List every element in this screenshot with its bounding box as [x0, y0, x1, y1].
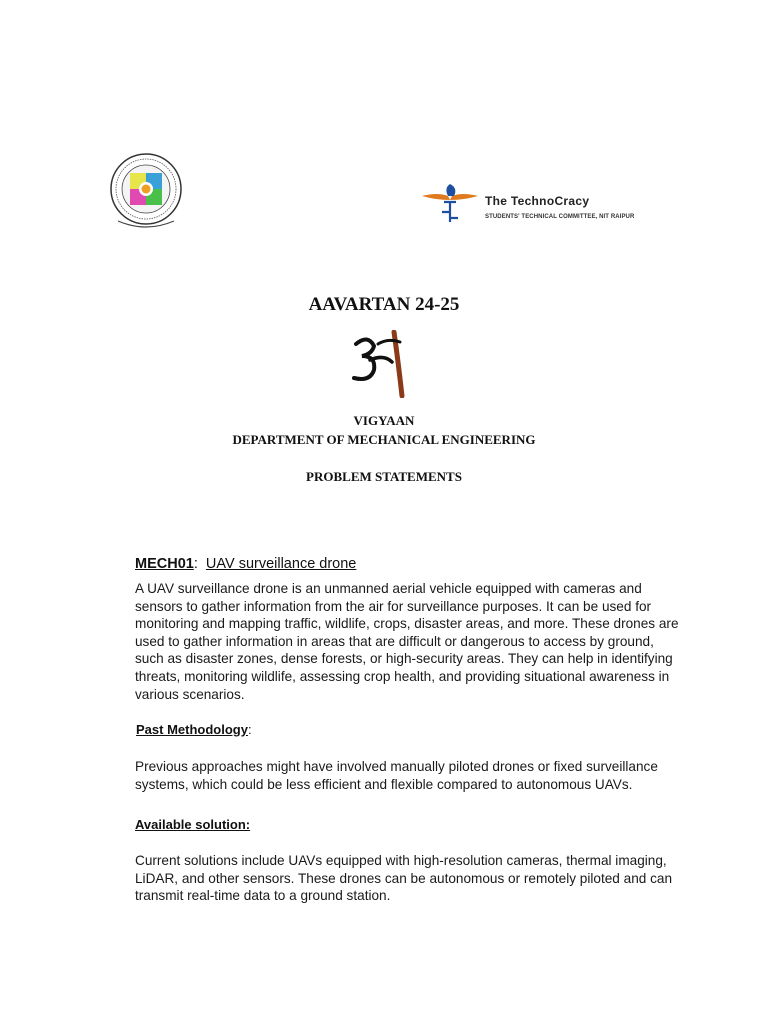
department-name: DEPARTMENT OF MECHANICAL ENGINEERING	[232, 432, 536, 447]
technocracy-emblem-icon	[418, 182, 482, 226]
problem-heading	[135, 556, 685, 572]
aavartan-logo	[344, 330, 410, 398]
available-solution-label: Available solution:	[135, 817, 251, 832]
institute-emblem-logo	[108, 151, 184, 231]
available-solution-heading	[135, 817, 250, 832]
technocracy-title: The TechnoCracy	[485, 194, 590, 208]
problem-code: MECH01	[135, 556, 194, 572]
available-solution-text: Current solutions include UAVs equipped with high-resolution cameras, thermal imaging, LiDAR, and other sensors. These drones can be autonomous or remotely piloted and can transmit real-time data to a ground station.	[135, 853, 673, 904]
past-methodology-label: Past Methodology	[136, 722, 248, 737]
past-methodology-heading	[136, 722, 252, 737]
problem-title: UAV surveillance drone	[205, 556, 357, 572]
club-name: VIGYAAN	[353, 413, 415, 428]
past-methodology-colon: :	[247, 722, 252, 737]
past-methodology-text: Previous approaches might have involved manually piloted drones or fixed surveillance systems, which could be less efficient and flexible compared to autonomous UAVs.	[135, 759, 658, 792]
technocracy-subtitle: STUDENTS' TECHNICAL COMMITTEE, NIT RAIPUR	[485, 214, 635, 220]
technocracy-logo	[418, 182, 658, 226]
problem-separator: :	[193, 556, 198, 572]
problem-description: A UAV surveillance drone is an unmanned aerial vehicle equipped with cameras and sensors to gather information from the air for surveillance purposes. It can be used for monitoring and mapping traffic, wildlife, crops, disaster areas, and more. These drones are used to gather information in areas that are difficult or dangerous to access by ground, such as disaster zones, dense forests, or high-security areas. They can help in identifying threats, monitoring wildlife, assessing crop health, and providing situational awareness in various scenarios.	[135, 581, 679, 702]
event-title: AAVARTAN 24-25	[308, 294, 460, 315]
problem-statements-heading: PROBLEM STATEMENTS	[306, 469, 462, 484]
